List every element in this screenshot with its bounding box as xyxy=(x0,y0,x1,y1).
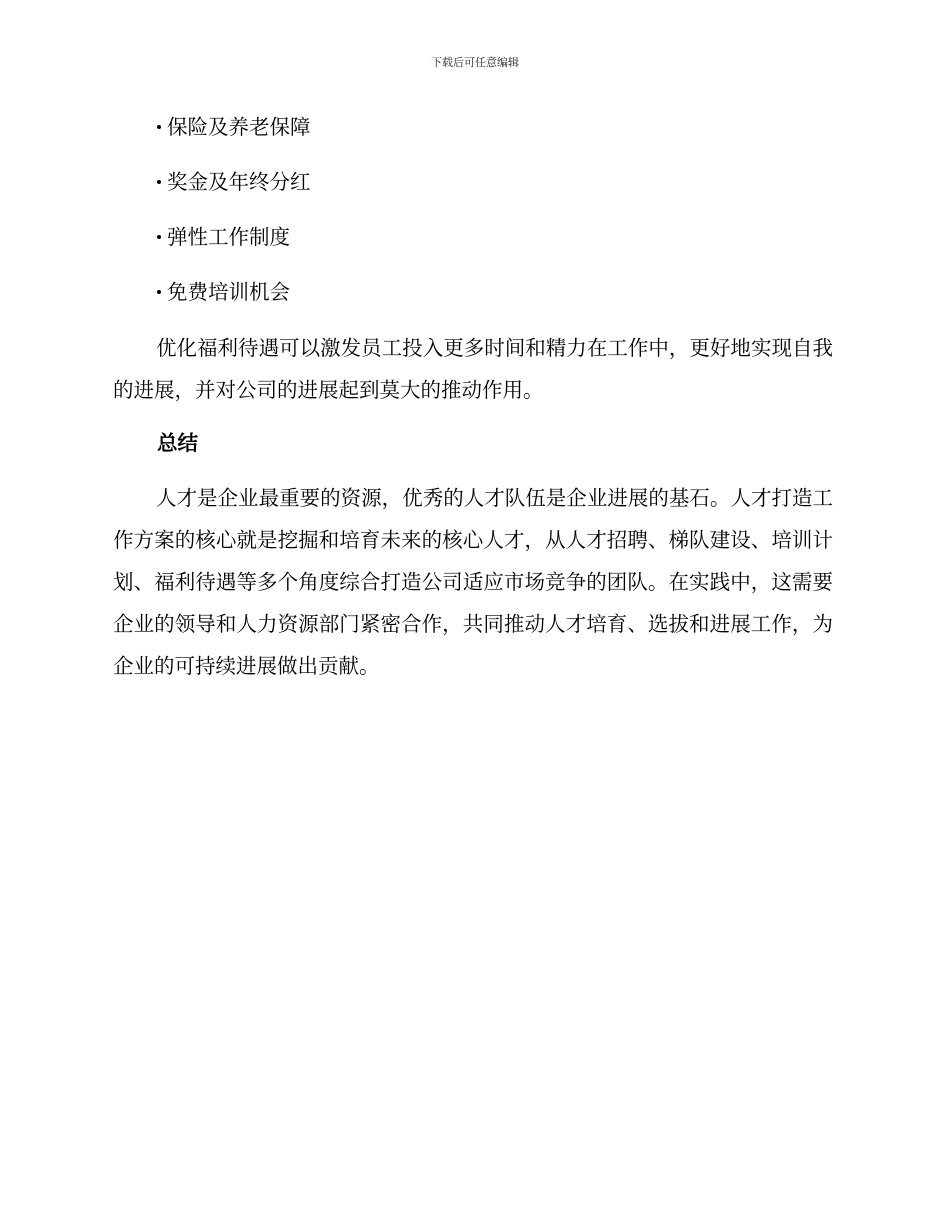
benefits-bullet-list xyxy=(157,111,311,331)
bullet-text: 免费培训机会 xyxy=(167,280,290,304)
list-item xyxy=(157,221,311,276)
page-header: 下载后可任意编辑 xyxy=(431,56,519,69)
summary-heading: 总结 xyxy=(157,431,198,455)
bullet-dot-icon xyxy=(157,290,161,294)
list-item xyxy=(157,166,311,221)
bullet-dot-icon xyxy=(157,125,161,129)
bullet-text: 奖金及年终分红 xyxy=(167,170,311,194)
list-item xyxy=(157,276,311,331)
bullet-text: 弹性工作制度 xyxy=(167,225,290,249)
list-item xyxy=(157,111,311,166)
bullet-dot-icon xyxy=(157,180,161,184)
summary-paragraph: 人才是企业最重要的资源，优秀的人才队伍是企业进展的基石。人才打造工作方案的核心就是挖掘和培育未来的核心人才，从人才招聘、梯队建设、培训计划、福利待遇等多个角度综合打造公司适应市场竞争的团队。在实践中，这需要企业的领导和人力资源部门紧密合作，共同推动人才培育、选拔和进展工作，为企业的可持续进展做出贡献。 xyxy=(113,486,833,678)
bullet-text: 保险及养老保障 xyxy=(167,115,311,139)
bullet-dot-icon xyxy=(157,235,161,239)
benefits-paragraph: 优化福利待遇可以激发员工投入更多时间和精力在工作中，更好地实现自我的进展，并对公司的进展起到莫大的推动作用。 xyxy=(113,336,833,402)
